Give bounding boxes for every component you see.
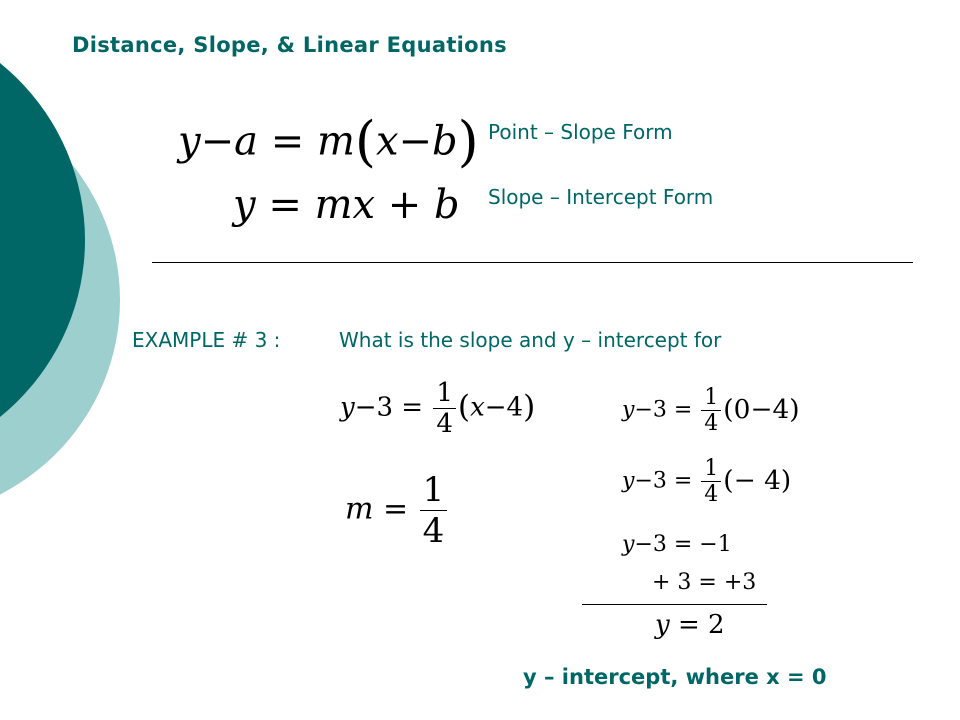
sum-line	[582, 604, 767, 605]
slope-intercept-equation: y = mx + b	[233, 182, 460, 228]
slide-title: Distance, Slope, & Linear Equations	[72, 33, 507, 57]
step-multiply: y−3 = −1	[622, 532, 732, 557]
step-add-three: + 3 = +3	[652, 570, 757, 595]
divider	[152, 262, 913, 263]
example-label: EXAMPLE # 3 :	[132, 328, 281, 352]
step-result: y = 2	[655, 610, 725, 640]
slope-intercept-label: Slope – Intercept Form	[488, 185, 714, 209]
step-substitute-x: y−3 = $\frac{1}{4}$ (0−4)	[622, 385, 800, 436]
point-slope-equation: y−a = m(x−b)	[178, 110, 479, 173]
point-slope-label: Point – Slope Form	[488, 120, 673, 144]
slope-result: m = $\frac{1}{4}$	[345, 470, 449, 551]
example-question: What is the slope and y – intercept for	[339, 328, 722, 352]
given-equation: y−3 = $\frac{1}{4}$ (x−4)	[340, 378, 536, 439]
step-simplify: y−3 = $\frac{1}{4}$ (− 4)	[622, 456, 792, 507]
footer-text: y – intercept, where x = 0	[523, 665, 827, 689]
